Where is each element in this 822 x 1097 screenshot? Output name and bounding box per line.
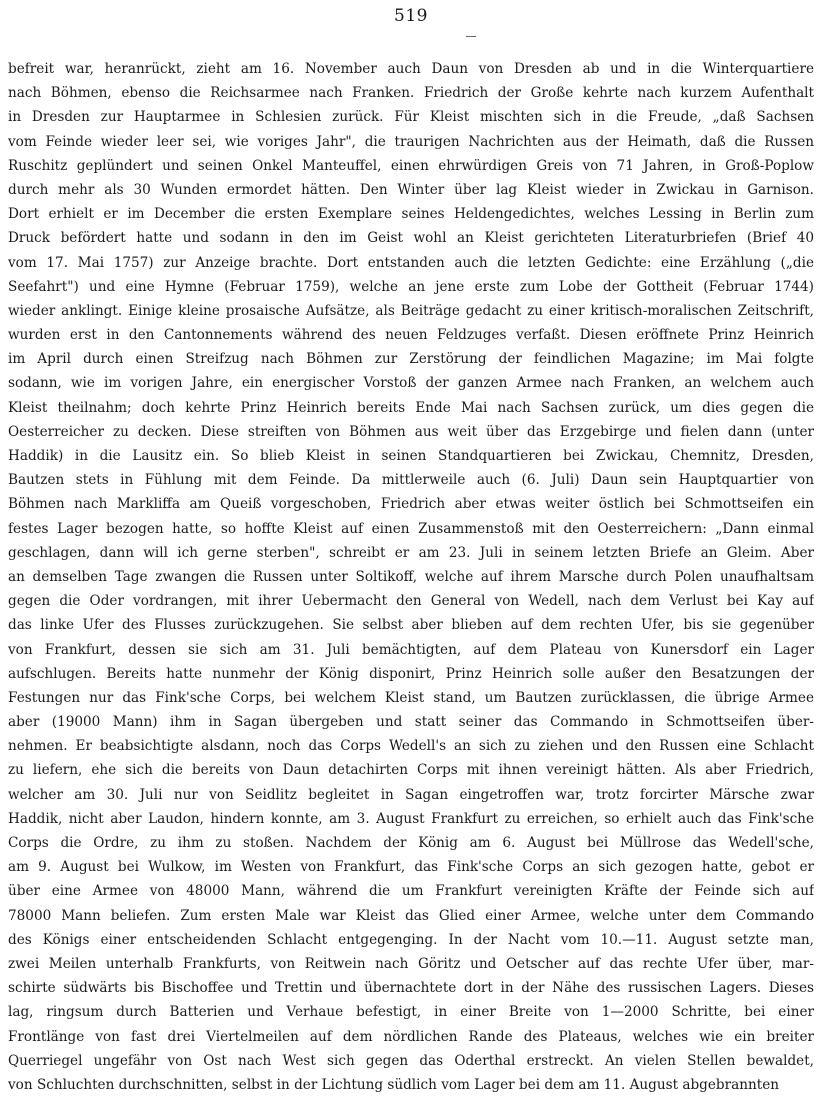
text-line: in Dresden zur Hauptarmee in Schlesien zurück. Für Kleist mischten sich in die Freude, „daß Sachsen	[8, 109, 814, 126]
text-line: Bautzen stets in Fühlung mit dem Feinde. Da mittlerweile auch (6. Juli) Daun sein Hauptquartier von	[8, 472, 814, 489]
text-line: nach Böhmen, ebenso die Reichsarmee nach Franken. Friedrich der Große kehrte nach kurzem Aufenthalt	[8, 85, 814, 102]
text-line: Ruschitz geplündert und seinen Onkel Manteuffel, einen ehrwürdigen Greis von 71 Jahren, in Groß-Poplow	[8, 157, 814, 174]
text-line: Corps die Ordre, zu ihm zu stoßen. Nachdem der König am 6. August bei Müllrose das Wedell'sche,	[8, 835, 814, 851]
text-line: Kleist theilnahm; doch kehrte Prinz Heinrich bereits Ende Mai nach Sachsen zurück, um dies gegen die	[8, 399, 814, 416]
text-line: aber (19000 Mann) ihm in Sagan übergeben und statt seiner das Commando in Schmottseifen über-	[8, 714, 814, 731]
text-line: wurden erst in den Cantonnements während des neuen Feldzuges verfaßt. Diesen eröffnete Prinz Heinrich	[8, 327, 814, 344]
text-line: Festungen nur das Fink'sche Corps, bei welchem Kleist stand, um Bautzen zurücklassen, die übrige Armee	[8, 689, 814, 706]
text-line: durch mehr als 30 Wunden ermordet hätten. Den Winter über lag Kleist wieder in Zwickau in Garnison.	[8, 181, 814, 198]
text-line: Frontlänge von fast drei Viertelmeilen auf dem nördlichen Rande des Plateaus, welches wie ein breiter	[8, 1028, 814, 1045]
body-text	[8, 57, 814, 1097]
text-line: welcher am 30. Juli nur von Seidlitz begleitet in Sagan eingetroffen war, trotz forcirter Märsche zwar	[8, 786, 814, 803]
text-line: nehmen. Er beabsichtigte alsdann, noch das Corps Wedell's an sich zu ziehen und den Russen eine Schlacht	[8, 738, 814, 755]
page-number: 519	[394, 6, 428, 26]
text-line: schirte südwärts bis Bischoffee und Trettin und übernachtete dort in der Nähe des russischen Lagers. Dieses	[8, 980, 814, 997]
text-line: am 9. August bei Wulkow, im Westen von Frankfurt, das Fink'sche Corps an sich gezogen hatte, gebot er	[8, 859, 814, 876]
text-line: Oesterreicher zu decken. Diese streiften von Böhmen aus weit über das Erzgebirge und fielen dann (unter	[8, 423, 814, 440]
text-line: sodann, wie im vorigen Jahre, ein energischer Vorstoß der ganzen Armee nach Franken, an welchem auch	[8, 375, 814, 392]
text-line: von Schluchten durchschnitten, selbst in der Lichtung südlich vom Lager bei dem am 11. August abgebrannten	[8, 1076, 780, 1093]
text-line: wieder anklingt. Einige kleine prosaische Aufsätze, als Beiträge gedacht zu einer kritisch-moralischen Zeitschrift,	[8, 302, 814, 319]
text-line: lag, ringsum durch Batterien und Verhaue befestigt, in einer Breite von 1—2000 Schritte, bei einer	[8, 1004, 814, 1021]
text-line: zwei Meilen unterhalb Frankfurts, von Reitwein nach Göritz und Oetscher auf das rechte Ufer über, mar-	[8, 955, 814, 972]
text-line: 78000 Mann beliefen. Zum ersten Male war Kleist das Glied einer Armee, welche unter dem Commando	[8, 907, 814, 924]
text-line: Haddik, nicht aber Laudon, hindern konnte, am 3. August Frankfurt zu erreichen, so erhielt auch das Fink'sche	[8, 810, 814, 827]
text-line: Seefahrt") und eine Hymne (Februar 1759), welche an jene erste zum Lobe der Gottheit (Februar 1744)	[8, 278, 814, 295]
text-line: im April durch einen Streifzug nach Böhmen zur Zerstörung der feindlichen Magazine; im Mai folgte	[8, 351, 814, 368]
text-line: an demselben Tage zwangen die Russen unter Soltikoff, welche auf ihrem Marsche durch Polen unaufhaltsam	[8, 568, 814, 585]
text-line: Querriegel ungefähr von Ost nach West sich gegen das Oderthal erstreckt. An vielen Stellen bewaldet,	[8, 1052, 814, 1069]
text-line: festes Lager bezogen hatte, so hoffte Kleist auf einen Zusammenstoß mit den Oesterreichern: „Dann einmal	[8, 520, 814, 537]
header-rule-mark	[466, 36, 476, 37]
text-line: vom Feinde wieder leer sei, wie voriges Jahr", die traurigen Nachrichten aus der Heimath, daß die Russen	[8, 133, 814, 150]
text-line: Druck befördert hatte und sodann in den im Geist wohl an Kleist gerichteten Literaturbriefen (Brief 40	[8, 230, 814, 247]
text-line: Böhmen nach Markliffa am Queiß vorgeschoben, Friedrich aber etwas weiter östlich bei Schmottseifen ein	[8, 496, 814, 513]
text-line: Haddik) in die Lausitz ein. So blieb Kleist in seinen Standquartieren bei Zwickau, Chemnitz, Dresden,	[8, 448, 814, 464]
text-line: von Frankfurt, dessen sie sich am 31. Juli bemächtigten, auf dem Plateau von Kunersdorf ein Lager	[8, 641, 814, 658]
text-line: Dort erhielt er im December die ersten Exemplare seines Heldengedichtes, welches Lessing in Berlin zum	[8, 206, 814, 223]
text-line: gegen die Oder vordrangen, mit ihrer Uebermacht den General von Wedell, nach dem Verlust bei Kay auf	[8, 593, 814, 610]
text-line: zu liefern, ehe sich die bereits von Daun detachirten Corps mit ihnen vereinigt hätten. Als aber Friedrich,	[8, 762, 814, 779]
text-line: des Königs einer entscheidenden Schlacht entgegenging. In der Nacht vom 10.—11. August setzte man,	[8, 931, 814, 948]
text-line: befreit war, heranrückt, zieht am 16. November auch Daun von Dresden ab und in die Winterquartiere	[8, 61, 814, 77]
text-line: aufschlugen. Bereits hatte nunmehr der König disponirt, Prinz Heinrich solle außer den Besatzungen der	[8, 665, 814, 682]
text-line: vom 17. Mai 1757) zur Anzeige brachte. Dort entstanden auch die letzten Gedichte: eine Erzählung („die	[8, 254, 814, 271]
text-line: das linke Ufer des Flusses zurückzugehen. Sie selbst aber blieben auf dem rechten Ufer, bis sie gegenüber	[8, 617, 814, 634]
text-line: über eine Armee von 48000 Mann, während die um Frankfurt vereinigten Kräfte der Feinde sich auf	[8, 883, 814, 900]
text-line: geschlagen, dann will ich gerne sterben", schreibt er am 23. Juli in seinem letzten Briefe an Gleim. Aber	[8, 544, 814, 561]
